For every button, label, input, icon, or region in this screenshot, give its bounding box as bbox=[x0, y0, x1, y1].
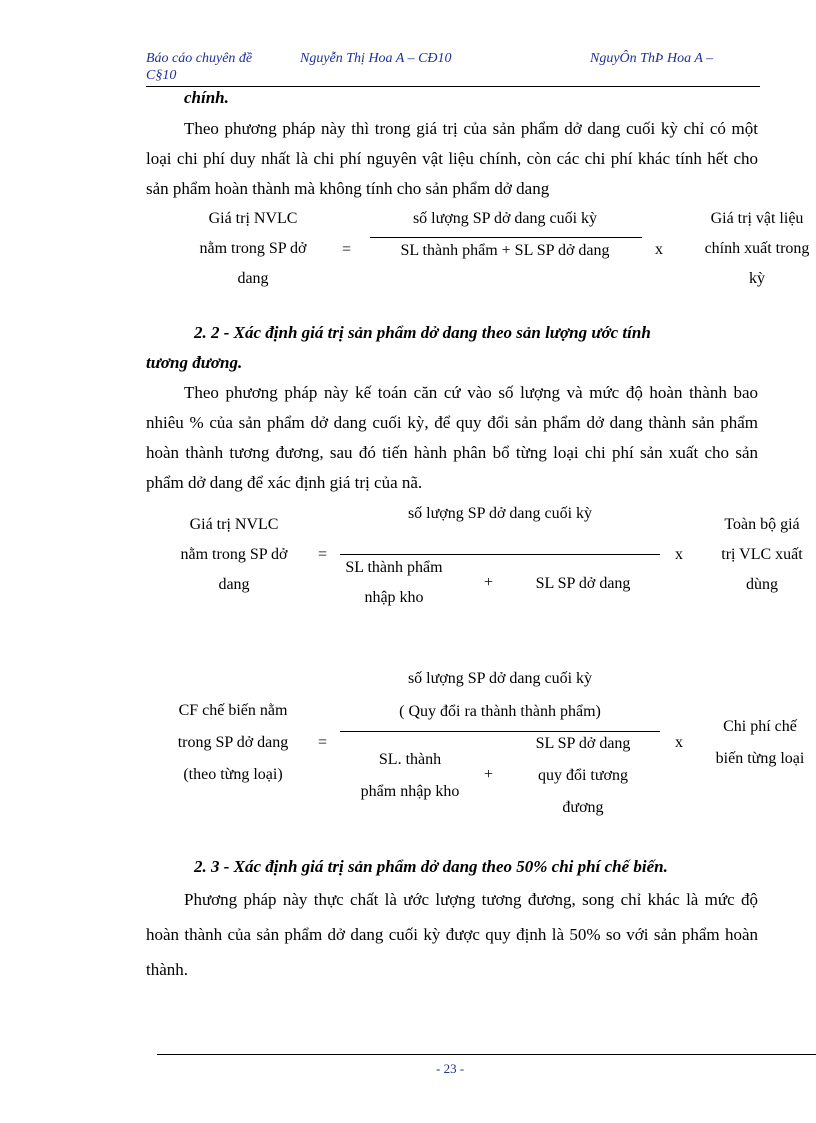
formula3-right-1: Chi phí chế bbox=[723, 718, 797, 735]
formula3-equals: = bbox=[318, 734, 328, 751]
section3-paragraph: Phương pháp này thực chất là ước lượng tương đương, song chỉ khác là mức độ hoàn thành của sản phẩm dở dang cuối kỳ được quy định là 50% so với sản phẩm hoàn thành. bbox=[146, 890, 758, 979]
formula3-plus: + bbox=[484, 766, 494, 783]
formula3-left-1: CF chế biến nằm bbox=[178, 702, 288, 719]
formula3-numerator-2: ( Quy đổi ra thành thành phẩm) bbox=[399, 703, 601, 720]
formula1-left-1: Giá trị NVLC bbox=[208, 210, 298, 227]
section2-heading-line2: tương đương. bbox=[146, 353, 243, 372]
formula2-right-3: dùng bbox=[746, 576, 778, 593]
footer-rule bbox=[157, 1054, 816, 1055]
formula1-numerator: số lượng SP dở dang cuối kỳ bbox=[412, 210, 598, 227]
header-rule bbox=[146, 86, 760, 87]
formula3-den-b-2: quy đổi tương bbox=[537, 767, 629, 784]
header-left: Báo cáo chuyên đề bbox=[146, 51, 253, 66]
formula2-equals: = bbox=[318, 546, 328, 563]
page-number: - 23 - bbox=[436, 1061, 465, 1076]
formula2-left-2: nằm trong SP dở bbox=[180, 546, 288, 563]
formula2-den-a-1: SL thành phẩm bbox=[345, 559, 443, 576]
section2-paragraph: Theo phương pháp này kế toán căn cứ vào số lượng và mức độ hoàn thành bao nhiêu % của sản phẩm dở dang cuối kỳ, để quy đổi sản phẩm dở dang thành sản phẩm hoàn thành tương đương, sau đó tiến hành phân bổ từng loại chi phí sản xuất cho sản phẩm dở dang để xác định giá trị của nã. bbox=[146, 383, 758, 492]
section1-paragraph: Theo phương pháp này thì trong giá trị của sản phẩm dở dang cuối kỳ chỉ có một loại chi phí duy nhất là chi phí nguyên vật liệu chính, còn các chi phí khác tính hết cho sản phẩm hoàn thành mà không tính cho sản phẩm dở dang bbox=[146, 119, 758, 198]
formula3-den-a-2: phẩm nhập kho bbox=[360, 783, 460, 800]
formula2-plus: + bbox=[484, 574, 494, 591]
formula2-right-1: Toàn bộ giá bbox=[724, 516, 800, 533]
formula1-right-3: kỳ bbox=[749, 270, 765, 287]
header-second-line: C§10 bbox=[146, 68, 177, 83]
header-right: NguyÔn ThÞ Hoa A – bbox=[590, 51, 714, 66]
header-middle: Nguyễn Thị Hoa A – CĐ10 bbox=[300, 51, 452, 66]
formula3-left-3: (theo từng loại) bbox=[183, 766, 283, 783]
formula2-left-3: dang bbox=[218, 576, 250, 593]
formula2-den-b: SL SP dở dang bbox=[535, 575, 631, 592]
formula1-equals: = bbox=[342, 241, 352, 258]
section3-heading: 2. 3 - Xác định giá trị sản phẩm dở dang theo 50% chi phí chế biến. bbox=[194, 857, 668, 876]
formula1-left-3: dang bbox=[237, 270, 269, 287]
formula3-den-b-1: SL SP dở dang bbox=[535, 735, 631, 752]
formula2-numerator: số lượng SP dở dang cuối kỳ bbox=[407, 505, 593, 522]
formula1-times: x bbox=[655, 241, 663, 258]
formula1-denominator: SL thành phẩm + SL SP dở dang bbox=[400, 242, 610, 259]
formula3-left-2: trong SP dở dang bbox=[177, 734, 289, 751]
formula3-right-2: biến từng loại bbox=[715, 750, 805, 767]
formula2-times: x bbox=[675, 546, 683, 563]
formula2-den-a-2: nhập kho bbox=[364, 589, 424, 606]
formula1-right-2: chính xuất trong bbox=[704, 240, 810, 257]
formula2-right-2: trị VLC xuất bbox=[721, 546, 803, 563]
formula3-times: x bbox=[675, 734, 683, 751]
section2-heading-line1: 2. 2 - Xác định giá trị sản phẩm dở dang theo sản lượng ước tính bbox=[194, 323, 651, 342]
formula1-right-1: Giá trị vật liệu bbox=[710, 210, 804, 227]
formula3-den-b-3: đương bbox=[562, 799, 604, 816]
formula2-left-1: Giá trị NVLC bbox=[189, 516, 279, 533]
formula1-left-2: nằm trong SP dở bbox=[199, 240, 307, 257]
section1-tail: chính. bbox=[184, 88, 229, 107]
formula3-den-a-1: SL. thành bbox=[378, 751, 442, 768]
formula3-numerator-1: số lượng SP dở dang cuối kỳ bbox=[407, 670, 593, 687]
